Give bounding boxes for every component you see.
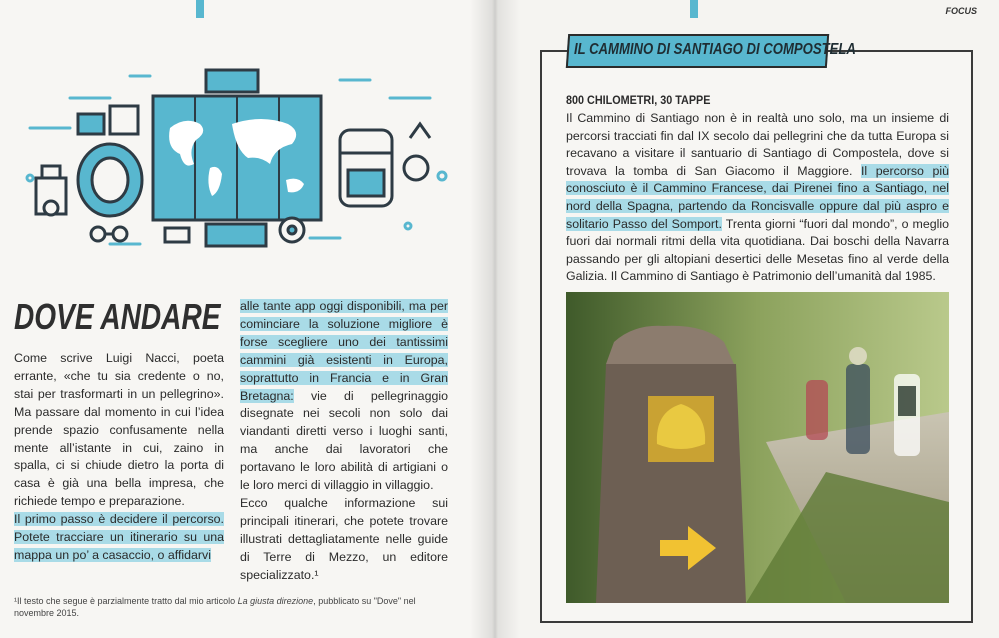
highlighted-text: Il primo passo è decidere il percorso. Potete tracciare un itinerario su una mappa un po’ a casaccio, o affidarvi	[14, 512, 224, 562]
travel-illustration	[10, 58, 462, 258]
footnote-text: , pubblicato su "Dove" nel novembre 2015.	[14, 596, 416, 618]
body-column-2	[240, 298, 448, 585]
left-tab-marker	[196, 0, 204, 18]
camera-icon	[36, 166, 66, 215]
paragraph	[240, 495, 448, 585]
text-run: Trenta giorni “fuori dal mondo”, o meglio fuori dai normali ritmi della vita quotidiana. Dai boschi della Navarra passando per gli altopiani desertici delle Mesetas fino al verde della Galizia. Il Cammino di Santiago è Patrimonio dell’umanità dal 1985.	[566, 216, 949, 284]
camino-photo	[566, 292, 949, 603]
text-run: vie di pellegrinaggio disegnate nei secoli non solo dai viandanti diretti verso i luoghi santi, ma anche dai lavoratori che portavano le loro abilità di artigiani o le loro merci di villaggio in villaggio.	[240, 388, 448, 493]
footnote-article-title: La giusta direzione	[237, 596, 314, 606]
focus-title: IL CAMMINO DI SANTIAGO DI COMPOSTELA	[574, 41, 856, 58]
highlighted-text: Il percorso più conosciuto è il Cammino Francese, dai Pirenei fino a Santiago, nel nord della Spagna, partendo da Roncisvalle oppure dal più aspro e solitario Passo del Somport.	[566, 163, 949, 231]
focus-subtitle: 800 CHILOMETRI, 30 TAPPE	[566, 93, 711, 107]
body-column-1	[14, 350, 224, 565]
compass-icon	[280, 218, 304, 242]
footnote	[14, 595, 454, 619]
waymarker-post	[596, 326, 746, 603]
paragraph	[240, 298, 448, 495]
focus-body	[566, 110, 949, 286]
world-map-icon	[153, 96, 321, 220]
text-run: Il Cammino di Santiago non è in realtà uno solo, ma un insieme di percorsi tracciati fin dal IX secolo dai pellegrini che da tutta Europa si recavano a visitare il santuario di Santiago di Compostela, dove si trovava la tomba di San Giacomo il Maggiore.	[566, 111, 949, 178]
backpack-icon	[340, 130, 392, 206]
running-head: FOCUS	[945, 6, 977, 16]
hat-icon	[78, 144, 142, 216]
page-gutter	[470, 0, 520, 638]
text-run: Come scrive Luigi Nacci, poeta errante, «che tu sia credente o no, stai per trasformarti in un pellegrino». Ma passare dal momento in cui l’idea prende spazio confusamente nella mente all’istante in cui, zaino in spalla, ci si chiude dietro la porta di casa è già una bella impresa, che richiede tempo e preparazione.	[14, 351, 224, 509]
highlighted-text: alle tante app oggi disponibili, ma per cominciare la soluzione migliore è forse scegliere uno dei tantissimi cammini già esistenti in Europa, soprattutto in Francia e in Gran Bretagna:	[240, 299, 448, 403]
paragraph	[14, 511, 224, 565]
calendar-icon	[78, 106, 138, 134]
section-headline: DOVE ANDARE	[14, 296, 221, 337]
glasses-icon	[91, 227, 127, 241]
text-run: Ecco qualche informazione sui principali itinerari, che potete trovare illustrati dettagliatamente nelle guide di Terre di Mezzo, un editore specializzato.¹	[240, 495, 448, 582]
paragraph	[14, 350, 224, 511]
footnote-text: ¹Il testo che segue è parzialmente tratto dal mio articolo	[14, 596, 238, 606]
right-tab-marker	[690, 0, 698, 18]
